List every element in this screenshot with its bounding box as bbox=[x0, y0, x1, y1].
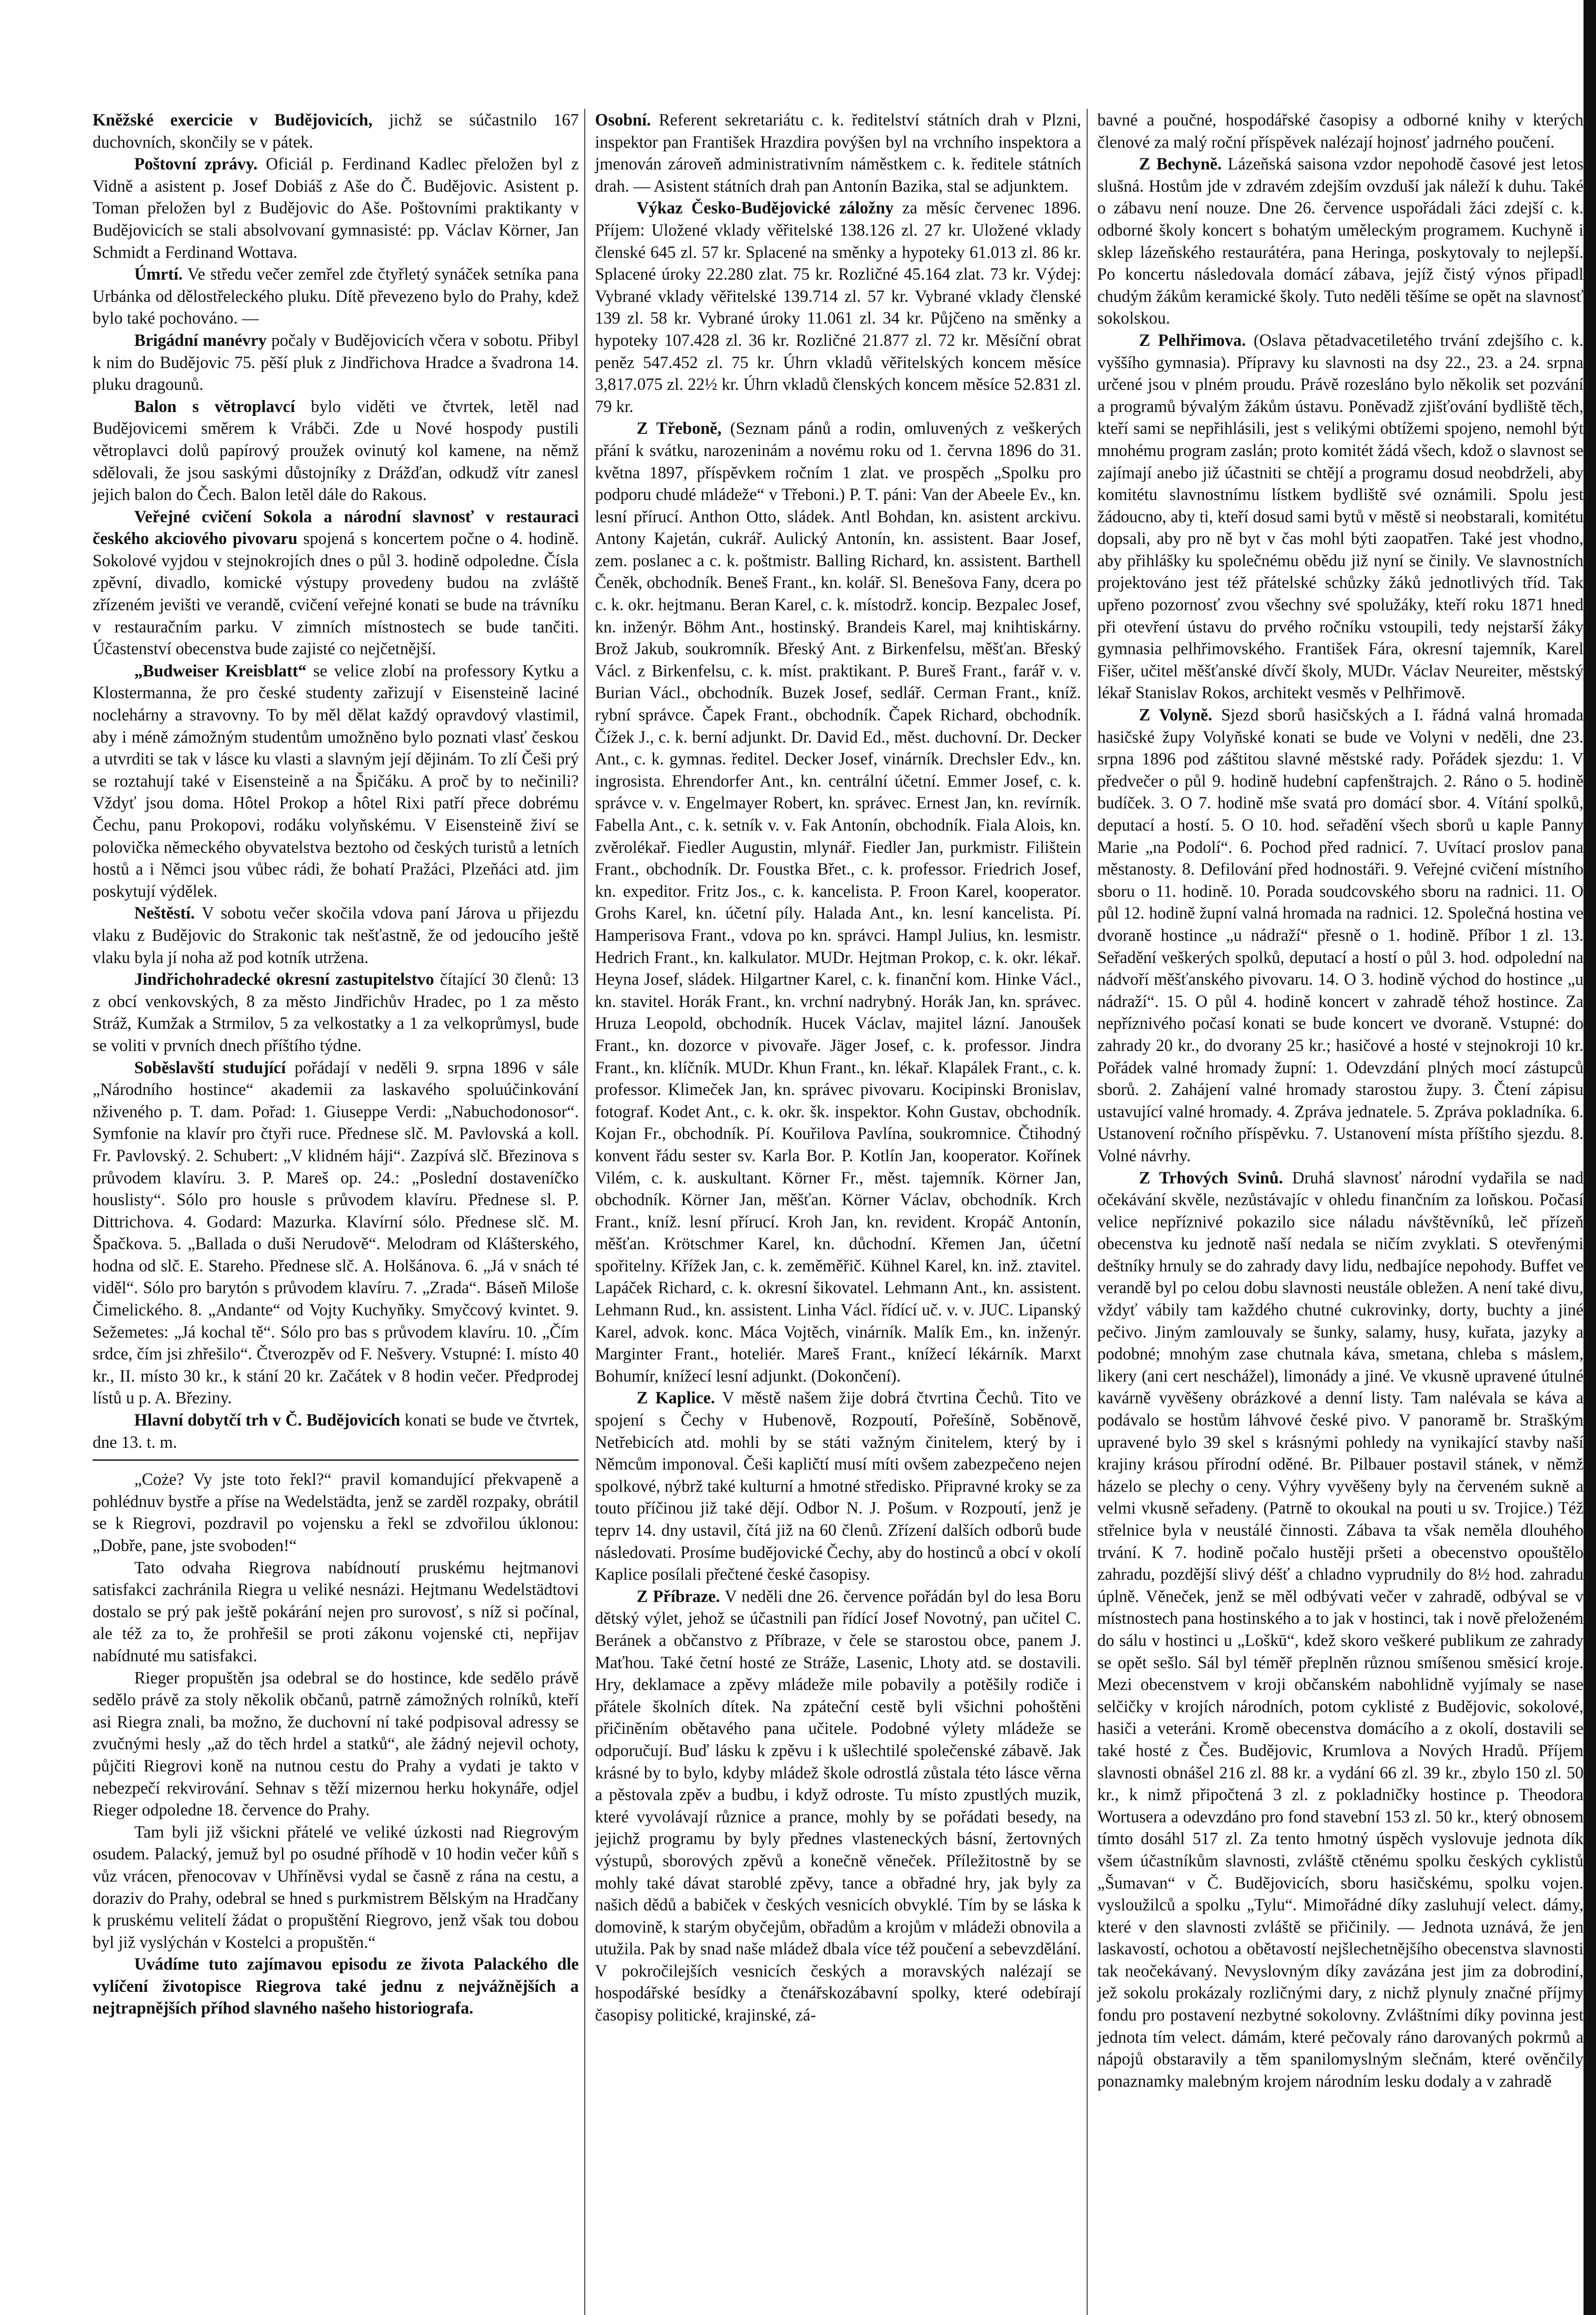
article-kaplice bbox=[595, 1387, 1081, 1585]
article-text: bylo viděti ve čtvrtek, letěl nad Budějovicemi směrem k Vrábči. Zde u Nové hospody pustili větroplavci dolů papírový proužek ovinutý kol kamene, na němž sdělovali, že jsou saskými důstojníky z Drážďan, odkudž vítr zanesl jejich balon do Čech. Balon letěl dále do Rakous. bbox=[93, 396, 579, 504]
column-rule bbox=[1087, 109, 1088, 2315]
article-kreisblatt bbox=[93, 660, 579, 902]
article-text: čítající 30 členů: 13 z obcí venkovských, 8 za město Jindřichův Hradec, po 1 za město Stráž, Kumžak a Strmilov, 5 za velkostatky a 1 za velkoprůmysl, bude se voliti v prvních dnech příštího týdne. bbox=[93, 970, 579, 1055]
headline: Z Příbraze. bbox=[637, 1586, 720, 1606]
headline: Výkaz Česko-Budějovické záložny bbox=[637, 198, 894, 218]
article-trhove-sviny bbox=[1097, 1167, 1583, 2092]
article-text: se velice zlobí na professory Kytku a Klostermanna, že pro české studenty zařizují v Eisensteině laciné noclehárny a stravovny. To by měl dělat každý opravdový vlastimil, aby i méně zámožným studentům umožněno bylo poznati vlasť českou a utvrditi se tak v lásce ku vlasti a slavným její dějinám. To zlí Češi prý se roztahují také v Eisensteině a na Špičáku. A proč by to nečinili? Vždyť jsou doma. Hôtel Prokop a hôtel Rixi patří přece dobrému Čechu, panu Prokopovi, rodáku volyňskému. V Eisensteině živí se polovička německého obyvatelstva beztoho od českých turistů a letních hostů a i Němci jsou vůbec rádi, že bohatí Pražáci, Plzeňáci atd. jim poskytují výdělek. bbox=[93, 661, 579, 901]
headline: Hlavní dobytčí trh v Č. Budějovicích bbox=[134, 1410, 401, 1430]
article-text: (Seznam pánů a rodin, omluvených z veškerých přání k svátku, narozeninám a novému roku od 1. června 1896 do 31. května 1897, příspěvkem ročním 1 zlat. ve prospěch „Spolku pro podporu chudé mládeže“ v Třeboni.) P. T. páni: Van der Abeele Ev., kn. lesní přírucí. Anthon Otto, sládek. Antl Bohdan, kn. asistent arckivu. Antony Kajetán, cukrář. Aulický Antonín, kn. assistent. Baar Josef, zem. poslanec a c. k. poštmistr. Balling Richard, kn. assistent. Barthell Čeněk, obchodník. Beneš Frant., kn. kolář. Sl. Benešova Fany, dcera po c. k. okr. hejtmanu. Beran Karel, c. k. místodrž. koncip. Bezpalec Josef, kn. inženýr. Böhm Ant., hostinský. Brandeis Karel, maj knihtiskárny. Brož Jakub, soukromník. Břeský Ant. z Birkenfelsu, měšťan. Břeský Václ. z Birkenfelsu, c. k. míst. praktikant. P. Bureš Frant., farář v. v. Burian Václ., obchodník. Buzek Josef, sedlář. Cerman Frant., kníž. rybní správce. Čapek Frant., obchodník. Čapek Richard, obchodník. Čížek J., c. k. berní adjunkt. Dr. David Ed., měst. duchovní. Dr. Decker Ant., c. k. gymnas. ředitel. Decker Josef, vinárník. Drechsler Edv., kn. ingrosista. Ehrendorfer Ant., kn. centrální účetní. Emmer Josef, c. k. správce v. v. Engelmayer Robert, kn. správec. Ernest Jan, kn. revírník. Fabella Ant., c. k. setník v. v. Fak Antonín, obchodník. Fiala Alois, kn. zvěrolékař. Fiedler Augustin, mlynář. Fiedler Jan, purkmistr. Filištein Frant., obchodník. Dr. Foustka Břet., c. k. professor. Friedrich Josef, kn. expeditor. Fritz Jos., c. k. kancelista. P. Froon Karel, kooperator. Grohs Karel, kn. účetní píly. Halada Ant., kn. lesní kancelista. Pí. Hamperisova Frant., vdova po kn. správci. Hampl Julius, kn. lesmistr. Hedrich Frant., kn. kalkulator. MUDr. Hejtman Prokop, c. k. okr. lékař. Heyna Josef, sládek. Hilgartner Karel, c. k. finanční kom. Hinke Václ., kn. stavitel. Horák Frant., kn. vrchní nadrybný. Horák Jan, kn. správec. Hruza Leopold, obchodník. Hucek Václav, majitel lázní. Janoušek Frant., kn. dozorce v pivovaře. Jäger Josef, c. k. professor. Jindra Frant., kn. klíčník. MUDr. Khun Frant., kn. lékař. Klapálek Frant., c. k. professor. Klimeček Jan, kn. správec pivovaru. Kocipinski Bronislav, fotograf. Kodet Ant., c. k. okr. šk. inspektor. Kohn Gustav, obchodník. Kojan Fr., obchodník. Pí. Kouřilova Pavlína, soukromnice. Čtihodný konvent řádu sester sv. Karla Bor. P. Kotlín Jan, kooperator. Kořínek Vilém, c. k. auskultant. Körner Fr., měst. tajemník. Körner Jan, obchodník. Körner Jan, měšťan. Körner Václav, obchodník. Krch Frant., kníž. lesní přírucí. Kroh Jan, kn. revident. Kropáč Antonín, měšťan. Krötschmer Karel, kn. důchodní. Křemen Jan, účetní spořitelny. Křížek Jan, c. k. zeměměřič. Kühnel Karel, kn. inž. ztavitel. Lapáček Richard, c. k. okresní šikovatel. Lehmann Ant., kn. assistent. Lehmann Rud., kn. assistent. Linha Václ. řídící uč. v. v. JUC. Lipanský Karel, advok. konc. Máca Vojtěch, vinárník. Malík Em., kn. inženýr. Marginter Frant., hoteliér. Mareš Frant., knížecí lékárník. Marxt Bohumír, knížecí lesní adjunkt. (Dokončení). bbox=[595, 419, 1081, 1385]
story-paragraph: Uvádíme tuto zajímavou episodu ze života Palackého dle vylíčení životopisce Riegrova také jednu z nejvážnějších a nejtrapnějších příhod slavného našeho historiografa. bbox=[93, 1954, 579, 2018]
headline: Z Pelhřimova. bbox=[1139, 330, 1246, 350]
scan-edge bbox=[1583, 0, 1596, 2315]
headline: Z Trhových Svinů. bbox=[1139, 1168, 1283, 1187]
headline: Brigádní manévry bbox=[134, 330, 267, 350]
article-bechyne bbox=[1097, 153, 1583, 329]
article-pribraz bbox=[595, 1585, 1081, 2026]
article-continuation: bavné a poučné, hospodářské časopisy a odborné knihy v kterých členové za malý roční příspěvek nalézají hojnosť jadrného poučení. bbox=[1097, 110, 1583, 151]
headline: Soběslavští studující bbox=[134, 1057, 286, 1077]
article-text: Lázeňská saisona vzdor nepohodě časové jest letos slušná. Hostům jde v zdravém zdejším ovzduší jak náleží k duhu. Také o zábavu není nouze. Dne 26. července uspořádali žáci zdejší c. k. odborné školy koncert s bohatým uměleckým programem. Kuchyně i sklep lázeňského restaurátéra, pana Heringa, poskytovaly to nejlepší. Po koncertu následovala domácí zábava, jejíž čistý výnos připadl chudým žákům keramické školy. Tuto neděli těšíme se opět na slavnosť sokolskou. bbox=[1097, 154, 1583, 328]
column-3 bbox=[1097, 109, 1583, 2092]
article-text: jichž se súčastnilo 167 duchovních, skončily se v pátek. bbox=[93, 110, 579, 151]
article-dobytci-trh bbox=[93, 1409, 579, 1453]
article-text: Druhá slavnosť národní vydařila se nad očekávání skvěle, nezůstávajíc v ohledu finančním za loňskou. Počasí velice nepříznivé pokazilo sice náladu návštěvníků, leč přízeň obecenstva ku jednotě naší nedala se ničím zvyklati. S otevřenými deštníky hrnuly se do zahrady davy lidu, nedbajíce nepohody. Buffet ve verandě byl po celou dobu slavnosti neustále obležen. A není také divu, vždyť vábily tam každého chutné cukrovinky, dorty, buchty a jiné pečivo. Jiným zamlouvaly se šunky, salamy, husy, kuřata, jazyky a podobné; mnohým zase chutnala káva, smetana, chleba s máslem, likery (ani cert neschážel), limonády a jiné. Ve vkusně upravené útulné kavárně vyvěšeny obrázkové a denní listy. Tam nalévala se káva a podávalo se hostům láhvové české pivo. V panoramě br. Straškým upravené bylo 39 skel s krásnými pohledy na vynikající stavby naší krajiny krásou přírodní oděné. Br. Pilbauer postavil stánek, v němž házelo se plechy o ceny. Výhry vyvěšeny byly na červeném sukně a velmi vkusně seřadeny. (Patrně to okoukal na pouti u sv. Trojice.) Též střelnice byla v neustálé činnosti. Zábava ta však neměla dlouhého trvání. K 7. hodině počalo hustěji pršeti a obecenstvo opouštělo zahradu, pozdější slivý déšť a chladno vyprudnily do 8½ hod. zahradu úplně. Věneček, jenž se měl odbývati večer v zahradě, odbýval se v místnostech pana hostinského a to jak v hostinci, tak i nově přeloženém do sálu v hostinci u „Loškū“, kdež skoro veškeré publikum ze zahrady se opět sešlo. Sál byl téměř přeplněn různou smíšenou směsicí kroje. Mezi obecenstvem v kroji občanském nabohlidně vyjímaly se nase selčičky v krojích národních, potom cyklisté z Budějovic, sokolové, hasiči a veteráni. Kromě obecenstva domácího a z okolí, dostavili se také hosté z Čes. Budějovic, Krumlova a Nových Hradů. Příjem slavnosti obnášel 216 zl. 88 kr. a vydání 66 zl. 39 kr., zbylo 150 zl. 50 kr., k nimž připočtená 3 zl. z pokladničky hostince p. Theodora Wortusera a odevzdáno pro fond stavební 153 zl. 50 kr., který obnosem tímto dosáhl 517 zl. Za tento hmotný úspěch vyslovuje jednota dík všem účastníkům slavnosti, zvláště ctěnému spolku českých cyklistů „Šumavan“ v Č. Budějovicích, sboru hasičskému, spolku vojen. vysloužilců a spolku „Tylu“. Mimořádné díky zasluhují velect. dámy, které v den slavnosti zvláště se přičinily. — Jednota uznává, že jen laskavostí, ochotou a obětavostí nejšlechetnějšího obecenstva slavnosti tak neočekávaný. Nevyslovným díky zavázána jest jim za dobrodiní, jež sokolu prokázaly rozličnými dary, z nichž plynuly značné příjmy fondu pro postavení nezbytné sokolovny. Zvláštními díky povinna jest jednota tím velect. dámám, které pečovaly ráno darovaných pokrmů a nápojů obstaravily a těm spanilomyslným slečnám, které ověnčily ponaznamky malebným krojem národním lesku dodaly a v zahradě bbox=[1097, 1168, 1583, 2090]
article-text: Referent sekretariátu c. k. ředitelství státních drah v Plzni, inspektor pan František Hrazdira povýšen byl na vrchního inspektora a jmenován zároveň administrativním náměstkem c. k. ředitele státních drah. — Asistent státních drah pan Antonín Bazika, stal se adjunktem. bbox=[595, 110, 1081, 195]
story-paragraph: „Coże? Vy jste toto řekl?“ pravil komandující překvapeně a pohlédnuv bystře a příse na Wedelstädta, jenž se zarděl rozpaky, obrátil se k Riegrovi, pozdravil po vojensku a řekl se zdvořilou úklonou: „Dobře, pane, jste svoboden!“ bbox=[93, 1470, 579, 1555]
story-paragraph: Tato odvaha Riegrova nabídnoutí pruskému hejtmanovi satisfakci zachránila Riegra u veliké nesnázi. Hejtmanu Wedelstädtovi dostalo se prý pak ještě pokárání nejen pro surovosť, s níž si počínal, ale též za to, že prohřešil se proti zákonu vojenské cti, nepřijav nabídnuté mu satisfakci. bbox=[93, 1558, 579, 1665]
article-text: Oficiál p. Ferdinand Kadlec přeložen byl z Vidně a asistent p. Josef Dobiáš z Aše do Č. Budějovic. Asistent p. Toman přeložen byl z Budějovic do Aše. Poštovními praktikanty v Budějovicích se stali absolvovaní gymnasisté: pp. Václav Körner, Jan Schmidt a Ferdinand Wottava. bbox=[93, 154, 579, 262]
article-brigadni bbox=[93, 329, 579, 395]
article-volyne bbox=[1097, 704, 1583, 1166]
article-osobni bbox=[595, 109, 1081, 197]
article-text: V městě našem žije dobrá čtvrtina Čechů. Tito ve spojení s Čechy v Hubenově, Rozpoutí, Pořešíně, Soběnově, Netřebicích atd. mohli by se státi važným činitelem, který by i Němcům imponoval. Češi kapličtí musí míti ovšem zabezpečeno nejen spolkové, nýbrž také kulturní a hmotné středisko. Připravné kroky se za touto příčinou již také dějí. Odbor N. J. Pošum. v Rozpoutí, jenž je teprv 14. dny ustavil, čítá již na 60 členů. Zřízení dalších odborů bude následovati. Prosíme budějovické Čechy, aby do hostinců a obcí v okolí Kaplice posílali přečtené české časopisy. bbox=[595, 1388, 1082, 1584]
article-exercicie bbox=[93, 109, 579, 153]
article-text: V sobotu večer skočila vdova paní Járova u přijezdu vlaku z Budějovic do Strakonic tak nešťastně, že od jedoucího ještě vlaku byla jí noha až pod kotník utržena. bbox=[93, 903, 579, 967]
article-pelhrimov bbox=[1097, 329, 1583, 704]
article-postovni bbox=[93, 153, 579, 263]
article-sokol bbox=[93, 506, 579, 660]
headline: „Budweiser Kreisblatt“ bbox=[134, 661, 307, 680]
column-rule bbox=[584, 109, 585, 2315]
article-text: Ve středu večer zemřel zde čtyřletý synáček setníka pana Urbánka od dělostřeleckého pluku. Dítě převezeno bylo do Prahy, kdež bylo také pochováno. — bbox=[93, 264, 579, 328]
article-text: počaly v Budějovicích včera v sobotu. Přibyl k nim do Budějovic 75. pěší pluk z Jindřichova Hradce a švadrona 14. pluku dragounů. bbox=[93, 330, 579, 394]
article-text: pořádají v neděli 9. srpna 1896 v sále „Národního hostince“ akademii za laskavého spoluúčinkování nživeného p. T. dam. Pořad: 1. Giuseppe Verdi: „Nabuchodonosor“. Symfonie na klavír pro čtyři ruce. Přednese slč. M. Pavlovská a koll. Fr. Pavlovský. 2. Schubert: „V klidném háji“. Zazpívá slč. Březinova s průvodem klavíru. 3. P. Mareš op. 24.: „Poslední dostaveníčko houslisty“. Sólo pro housle s průvodem klavíru. Přednese sl. P. Dittrichova. 4. Godard: Mazurka. Klavírní sólo. Přednese slč. M. Špačkova. 5. „Ballada o duši Nerudově“. Melodram od Klášterského, hodna od slč. E. Stareho. Přednese slč. A. Holšánova. 6. „Já v snách té viděl“. Sólo pro barytón s průvodem klavíru. 7. „Zrada“. Báseň Miloše Čimelického. 8. „Andante“ od Vojty Kuchyňky. Smyčcový kvintet. 9. Sežemetes: „Já kochal tě“. Sólo pro bas s průvodem klavíru. 10. „Čím srdce, čím jsi zhřešilo“. Čtverozpěv od F. Nešvery. Vstupné: I. místo 40 kr., II. místo 30 kr., k stání 20 kr. Začátek v 8 hodin večer. Předprodej lístů u p. A. Březiny. bbox=[93, 1057, 579, 1408]
story-paragraph: Tam byli již všickni přátelé ve veliké úzkosti nad Riegrovým osudem. Palacký, jemuž byl po osudné příhodě v 10 hodin večer kůň s vůz vrácen, přenocovav v Uhříněvsi vydal se časně z rána na cestu, a doraziv do Prahy, odebral se hned s purkmistrem Bělským na Hradčany k pruskému velitelí žádat o propuštění Riegrovo, jenž však tou dobou byl již vyslýchán v Kostelci a propuštěn.“ bbox=[93, 1822, 579, 1952]
headline: Z Bechyně. bbox=[1139, 154, 1222, 174]
headline: Balon s větroplavcí bbox=[134, 396, 295, 416]
headline: Kněžské exercicie v Budějovicích, bbox=[93, 110, 373, 129]
headline: Z Kaplice. bbox=[637, 1388, 715, 1408]
article-umrti bbox=[93, 263, 579, 329]
article-text: konati se bude ve čtvrtek, dne 13. t. m. bbox=[93, 1410, 579, 1452]
headline: Z Volyně. bbox=[1139, 705, 1213, 725]
article-text: (Oslava pětadvacetiletého trvání zdejšího c. k. vyššího gymnasia). Přípravy ku slavnosti na dsy 22., 23. a 24. srpna určené jsou v plném proudu. Právě rozesláno bylo několik set pozvání a programů bývalým žákům ústavu. Poněvadž zjišťování bydliště těch, kteří sami se nepřihlásili, jest s velikými obtížemi spojeno, nemohl být mnohému program zaslán; proto komitét žádá všech, kdož o slavnost se zajímají anebo již účastniti se chtějí a programu dosud neobdrželi, aby komitétu slavnostnímu lístkem bydliště své oznámili. Spolu jest žádoucno, aby ti, kteří dosud sami bytů v městě si neobstarali, komitétu dopsali, aby pro ně byt v čas mohl býti zaopatřen. Také jest vhodno, aby přihlášky ku společnému obědu již nyní se činily. Ve slavnostních projektováno jest též přátelské schůzky žáků jednotlivých tříd. Tak upřeno pozornosť zvou všechny své spolužáky, kteří roku 1871 hned při otevření ústavu do prvého ročníku vstoupili, tedy nejstarší žáky gymnasia pelhřimovského. František Fára, okresní tajemník, Karel Fišer, učitel měšťanské dívčí školy, MUDr. Václav Neureiter, městský lékař Stanislav Rokos, architekt vesměs v Pelhřimově. bbox=[1097, 330, 1584, 702]
column-2 bbox=[595, 109, 1081, 2026]
article-text: Sjezd sborů hasičských a I. řádná valná hromada hasičské župy Volyňské konati se bude ve Volyni v neděli, dne 23. srpna 1896 pod záštitou slavné městské rady. Pořádek sjezdu: 1. V předvečer o půl 9. hodině hudební capfenštrajch. 2. Ráno o 5. hodině budíček. 3. O 7. hodině mše svatá pro domácí sbor. 4. Vítání spolků, deputací a hostí. 5. O 10. hod. seřadění všech sborů u kaple Panny Marie „na Podolí“. 6. Pochod před radnicí. 7. Uvítací proslov pana městanosty. 8. Defilování před hodnostáři. 9. Veřejné cvičení místního sboru o 11. hodině. 10. Porada soudcovského sboru na radnici. 11. O půl 12. hodině župní valná hromada na radnici. 12. Společná hostina ve dvoraně hostince „u nádraží“ přesně o 1. hodině. Příbor 1 zl. 13. Seřadění veškerých spolků, deputací a hostí o půl 3. hod. odpolední na nádvoří měšťanského pivovaru. 14. O 3. hodině východ do hostince „u nádraží“. 15. O půl 4. hodině koncert v zahradě téhož hostince. Za nepříznivého počasí konati se bude koncert ve dvoraně. Vstupné: do zahrady 20 kr., do dvorany 25 kr.; hasičové a hosté v stejnokroji 10 kr. Pořádek valné hromady župní: 1. Odevzdání plných mocí zástupců sborů. 2. Zahájení valné hromady starostou župy. 3. Čtení zápisu ustavující valné hromady. 4. Zpráva jednatele. 5. Zpráva pokladníka. 6. Ustanovení ročního příspěvku. 7. Ustanovení místa příštího sjezdu. 8. Volné návrhy. bbox=[1097, 705, 1583, 1165]
article-text: V neděli dne 26. července pořádán byl do lesa Boru dětský výlet, jehož se účastnili pan řídící Josef Novotný, pan učitel C. Beránek a občanstvo z Příbraze, v čele se starostou obce, panem J. Maťhou. Také četní hosté ze Stráže, Lasenic, Lhoty atd. se dostavili. Hry, deklamace a zpěvy mládeže mile pobavily a potěšily rodiče i přátele školních dítek. Na zpáteční cestě byli všichni pohoštěni přičiněním obětavého pana učitele. Podobné výlety mládeže se odporučují. Buď lásku k zpěvu i k ušlechtilé společenské zábavě. Jak krásné by to bylo, kdyby mládež škole odrostlá zůstala této lásce věrna a pěstovala zpěv a budbu, i když odroste. Tu místo zpustlých muzik, které vyvolávají různice a prance, mohly by se pořádati besedy, na jejichž programu by byly přednes vlasteneckých básní, žertovných výstupů, sborových zpěvů a konečně věneček. Příležitostně by se mohly také dávat staroblé zpěvy, tance a obřadné hry, jak byly za našich dědů a babiček v českých vesnicích obvyklé. Tím by se láska k domovině, k starým obyčejům, obřadům a krojům v mládeži obnovila a utužila. Pak by snad naše mládež dbala více též poučení a sebevzdělání. V pokročilejších vesnicích českých a moravských nalézají se hospodářské besídky a čtenářskozábavní spolky, které odebírají časopisy politické, krajinské, zá- bbox=[595, 1586, 1081, 2025]
headline: Neštěstí. bbox=[134, 903, 195, 923]
story-paragraph: Rieger propuštěn jsa odebral se do hostince, kde sedělo právě sedělo právě za stoly několik občanů, patrně zámožných rolníků, kteří asi Riegra znali, ba možno, že duchovní ní také podpisoval adressy se zvučnými hesly „až do těch hrdel a statků“, ale žádný nejevil ochoty, půjčiti Riegrovi koně na nutnou cestu do Prahy a vydati je takto v nebezpečí rekvirování. Sehnav s těží mizernou herku hokynáře, odjel Rieger odpoledne 18. července do Prahy. bbox=[93, 1668, 579, 1820]
column-1 bbox=[93, 109, 579, 2019]
section-divider bbox=[93, 1459, 579, 1461]
article-text: spojená s koncertem počne o 4. hodině. Sokolové vyjdou v stejnokrojích dnes o půl 3. hodině odpoledne. Čísla zpěvní, divadlo, komické výstupy provedeny budou na zvláště zřízeném jevišti ve verandě, cvičení veřejné konati se bude na trávníku v restauračním parku. V zimních místnostech se bude tančiti. Účastenství obecenstva bude zajisté co nejčetnější. bbox=[93, 529, 579, 658]
article-zastupitelstvo bbox=[93, 968, 579, 1056]
headline: Z Třeboně, bbox=[637, 419, 722, 438]
headline: Poštovní zprávy. bbox=[134, 154, 258, 174]
article-studujici bbox=[93, 1057, 579, 1409]
article-nestesti bbox=[93, 902, 579, 968]
headline: Úmrtí. bbox=[134, 264, 183, 284]
headline: Osobní. bbox=[595, 110, 651, 129]
headline: Veřejné cvičení Sokola a národní slavnosť v restauraci českého akciového pivovaru bbox=[93, 507, 579, 548]
article-text: za měsíc červenec 1896. Příjem: Uložené vklady věřitelské 138.126 zl. 27 kr. Uložené vklady členské 645 zl. 57 kr. Splacené na směnky a hypoteky 61.013 zl. 86 kr. Splacené úroky 22.280 zlat. 75 kr. Rozličné 45.164 zlat. 73 kr. Výdej: Vybrané vklady věřitelské 139.714 zl. 57 kr. Vybrané vklady členské 139 zl. 58 kr. Vybrané úroky 11.061 zl. 34 kr. Půjčeno na směnky a hypoteky 107.428 zl. 36 kr. Rozličné 21.877 zl. 72 kr. Měsíční obrat peněz 547.452 zl. 75 kr. Úhrn vkladů věřitelských koncem měsíce 3,817.075 zl. 22½ kr. Úhrn vkladů členských koncem měsíce 52.831 zl. 79 kr. bbox=[595, 198, 1081, 416]
headline: Jindřichohradecké okresní zastupitelstvo bbox=[134, 970, 434, 989]
article-balon bbox=[93, 395, 579, 506]
article-zalozna bbox=[595, 197, 1081, 417]
article-trebon bbox=[595, 417, 1081, 1387]
